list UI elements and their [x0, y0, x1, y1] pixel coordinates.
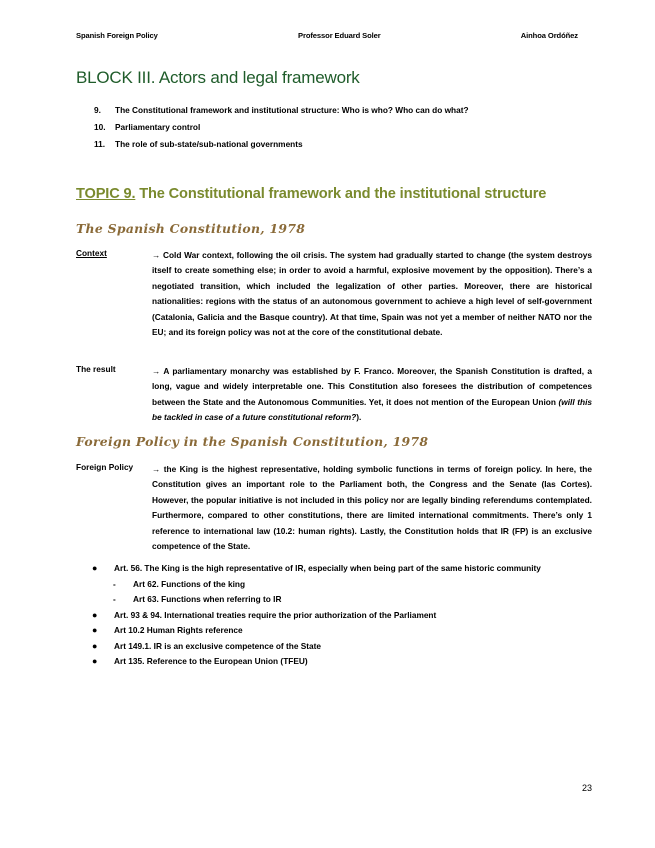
topic-title: The Constitutional framework and the institutional structure [135, 186, 547, 202]
list-subitem: - Art 63. Functions when referring to IR [113, 594, 282, 604]
topic-heading [76, 186, 546, 202]
definition-text: → the King is the highest representative, holding symbolic functions in terms of foreign policy. In here, the Constitution gives an important role to the Parliament both, the Congress and the Senate (las Cortes). However, the popular initiative is not included in this policy nor are legally binding referendums contemplated. Furthermore, compared to other constitutions, there are limited international commitments. There’s only 1 reference to international law (10.2: human rights). Lastly, the Constitution holds that IR (FP) is an exclusive competence of the State. [152, 464, 592, 552]
section-heading-constitution: The Spanish Constitution, 1978 [76, 221, 306, 236]
definition-foreign-policy [76, 462, 592, 557]
section-heading-foreign-policy: Foreign Policy in the Spanish Constitution, 1978 [76, 434, 429, 449]
page-number: 23 [581, 783, 592, 793]
list-item: ● Art 135. Reference to the European Union (TFEU) [92, 656, 308, 666]
topic-list [94, 105, 469, 156]
list-item: ● Art. 93 & 94. International treaties require the prior authorization of the Parliament [92, 609, 437, 620]
list-item: ● Art 10.2 Human Rights reference [92, 625, 243, 635]
topic-number: TOPIC 9. [76, 186, 136, 202]
header-author: Ainhoa Ordóñez [520, 31, 578, 40]
header-professor: Professor Eduard Soler [298, 31, 381, 40]
definition-label: Context [76, 248, 107, 258]
definition-text: → Cold War context, following the oil crisis. The system had gradually started to change (the system destroys itself to create something else; in order to avoid a harmful, explosive movement by the opposition). There’s a negotiated transition, which included the legalization of other parties. Moreover, there are historical nationalities: regions with the status of an autonomous government to achieve a high level of self-government (Catalonia, Galicia and the Basque country). At that time, Spain was not yet a member of neither NATO nor the EU; and its foreign policy was not at the core of the constitutional debate. [152, 250, 592, 338]
topic-list-item: 9. The Constitutional framework and institutional structure: Who is who? Who can do what? [94, 105, 469, 115]
list-subitem: - Art 62. Functions of the king [113, 578, 246, 589]
list-item: ● Art. 56. The King is the high representative of IR, especially when being part of the same historic community [92, 563, 541, 573]
topic-list-item: 10. Parliamentary control [94, 122, 201, 132]
header-course: Spanish Foreign Policy [76, 31, 158, 40]
topic-list-item: 11. The role of sub-state/sub-national governments [94, 139, 303, 149]
definition-label: Foreign Policy [76, 462, 134, 472]
article-list [92, 563, 541, 672]
definition-context [76, 248, 592, 356]
block-title: BLOCK III. Actors and legal framework [76, 68, 360, 87]
definition-label: The result [76, 364, 116, 374]
list-item: ● Art 149.1. IR is an exclusive competence of the State [92, 640, 322, 651]
definition-text: → A parliamentary monarchy was established by F. Franco. Moreover, the Spanish Constitution is drafted, a long, vague and widely interpretable one. This Constitution also foresees the distribution of competences between the State and the Autonomous Communities. Yet, it does not mention of the European Union (will this be tackled in case of a future constitutional reform?). [152, 366, 592, 423]
definition-result [76, 364, 592, 426]
